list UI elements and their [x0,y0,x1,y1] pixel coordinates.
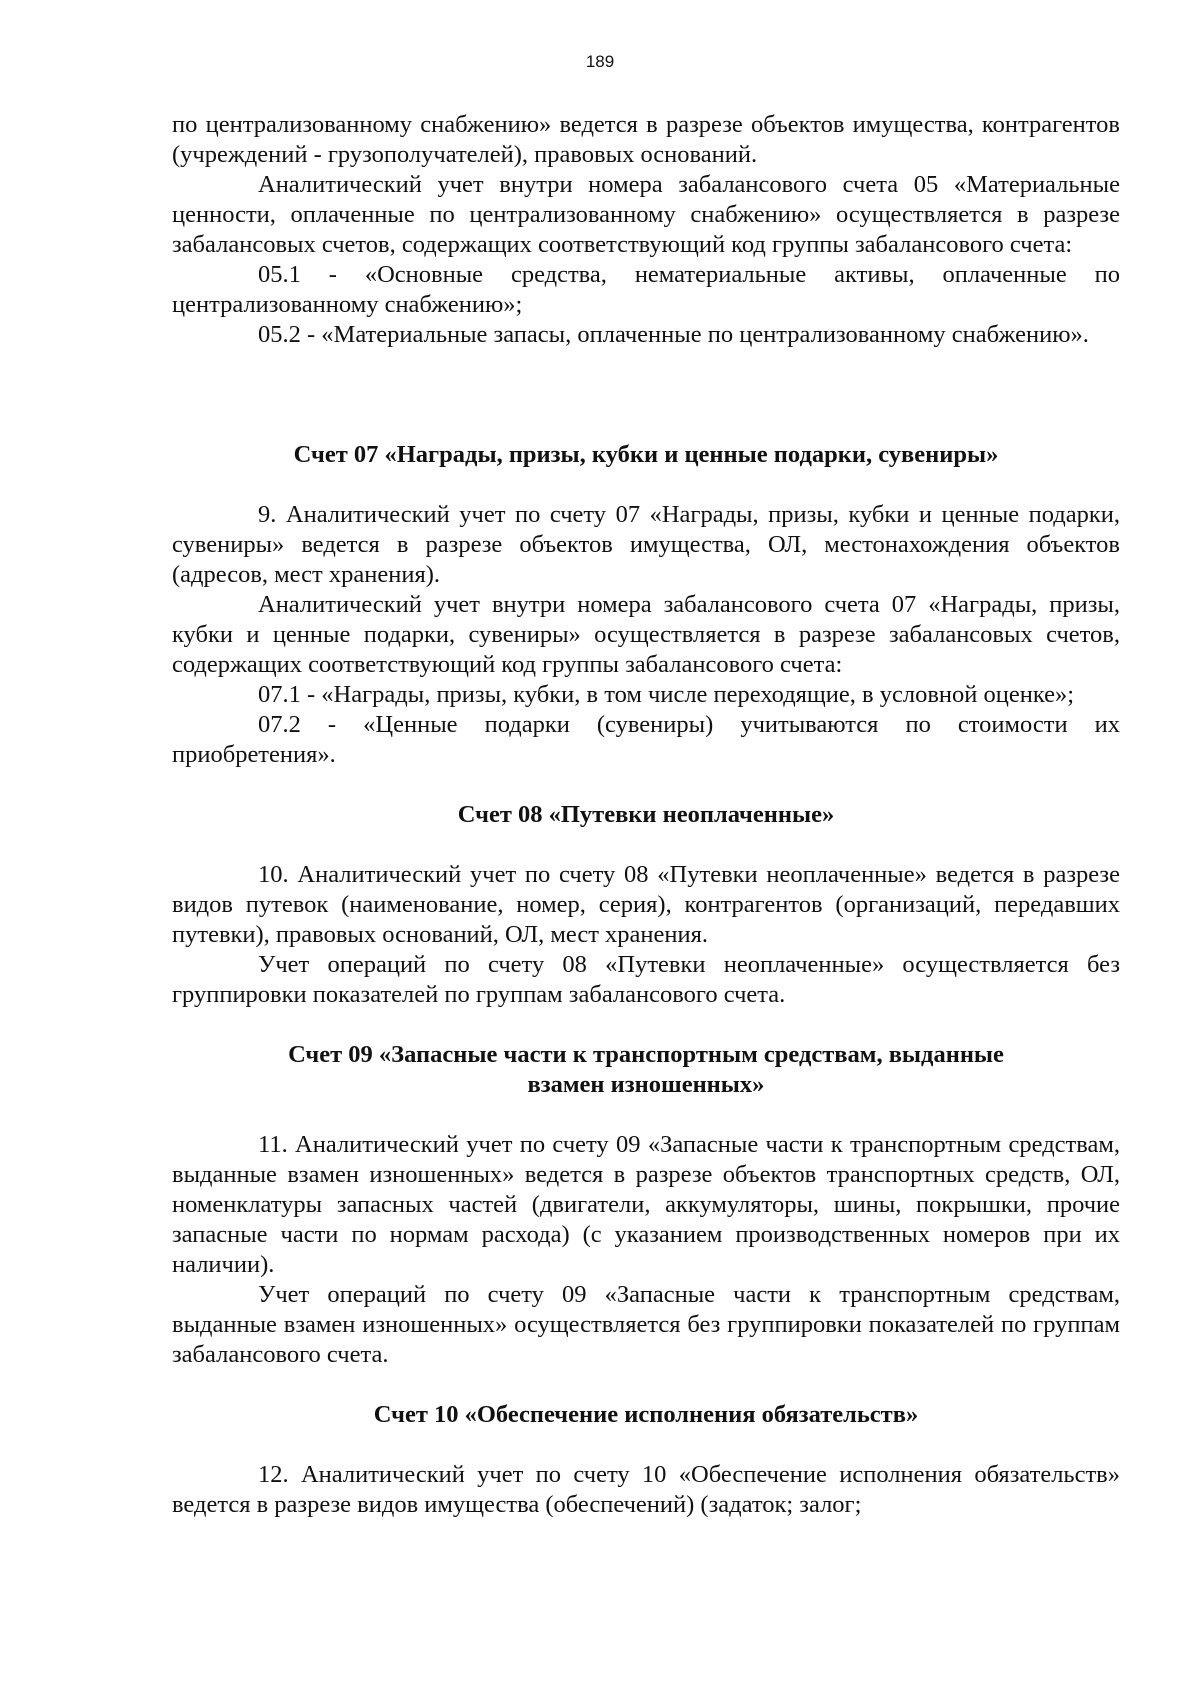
paragraph: 07.2 - «Ценные подарки (сувениры) учитываются по стоимости их приобретения». [172,711,1120,768]
paragraph: Аналитический учет внутри номера забалансового счета 07 «Награды, призы, кубки и ценные подарки, сувениры» осуществляется в разрезе забалансовых счетов, содержащих соответствующий код группы забалансового счета: [172,591,1120,678]
section-heading: Счет 09 «Запасные части к транспортным средствам, выданные взамен изношенных» [288,1041,1004,1098]
document-body [172,110,1120,1520]
section-heading: Счет 10 «Обеспечение исполнения обязательств» [373,1401,919,1428]
page-number: 189 [585,52,615,71]
paragraph: 12. Аналитический учет по счету 10 «Обеспечение исполнения обязательств» ведется в разрезе видов имущества (обеспечений) (задаток; залог; [172,1461,1120,1518]
section-heading: Счет 07 «Награды, призы, кубки и ценные подарки, сувениры» [293,441,999,468]
paragraph: 05.2 - «Материальные запасы, оплаченные по централизованному снабжению». [258,321,1089,348]
paragraph: 9. Аналитический учет по счету 07 «Награды, призы, кубки и ценные подарки, сувениры» ведется в разрезе объектов имущества, ОЛ, местонахождения объектов (адресов, мест хранения). [172,501,1120,588]
section-heading: Счет 08 «Путевки неоплаченные» [457,801,835,828]
paragraph: Учет операций по счету 08 «Путевки неоплаченные» осуществляется без группировки показателей по группам забалансового счета. [172,951,1120,1008]
paragraph: 11. Аналитический учет по счету 09 «Запасные части к транспортным средствам, выданные взамен изношенных» ведется в разрезе объектов транспортных средств, ОЛ, номенклатуры запасных частей (двигатели, аккумуляторы, шины, покрышки, прочие запасные части по нормам расхода) (с указанием производственных номеров при их наличии). [172,1131,1120,1278]
paragraph: Учет операций по счету 09 «Запасные части к транспортным средствам, выданные взамен изношенных» осуществляется без группировки показателей по группам забалансового счета. [172,1281,1120,1368]
paragraph: 07.1 - «Награды, призы, кубки, в том числе переходящие, в условной оценке»; [258,681,1075,708]
paragraph: 10. Аналитический учет по счету 08 «Путевки неоплаченные» ведется в разрезе видов путевок (наименование, номер, серия), контрагентов (организаций, передавших путевки), правовых оснований, ОЛ, мест хранения. [172,861,1120,948]
paragraph: 05.1 - «Основные средства, нематериальные активы, оплаченные по централизованному снабжению»; [172,261,1120,318]
paragraph: по централизованному снабжению» ведется в разрезе объектов имущества, контрагентов (учреждений - грузополучателей), правовых оснований. [172,111,1120,168]
paragraph: Аналитический учет внутри номера забалансового счета 05 «Материальные ценности, оплаченные по централизованному снабжению» осуществляется в разрезе забалансовых счетов, содержащих соответствующий код группы забалансового счета: [172,171,1120,258]
